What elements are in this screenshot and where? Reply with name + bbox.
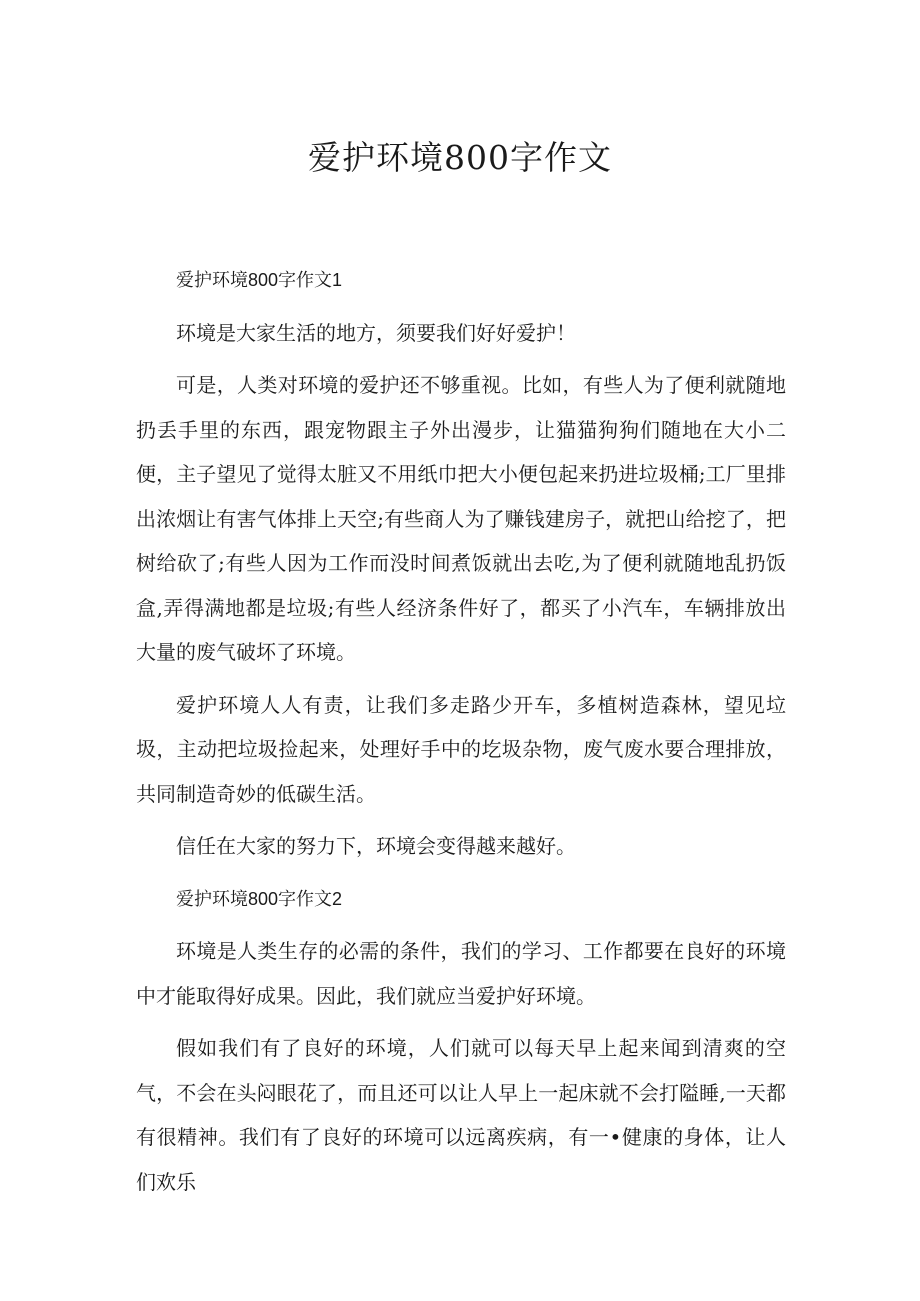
- document-body: [136, 258, 786, 1212]
- section-1-paragraph-3: 爱护环境人人有责，让我们多走路少开车，多植树造森林，望见垃圾，主动把垃圾捡起来，处理好手中的圪圾杂物，废气废水要合理排放，共同制造奇妙的低碳生活。: [136, 692, 786, 806]
- section-1-paragraph-1: 环境是大家生活的地方，须要我们好好爱护！: [176, 320, 576, 345]
- section-1-paragraph-2: 可是，人类对环境的爱护还不够重视。比如，有些人为了便利就随地扔丢手里的东西，跟宠物跟主子外出漫步，让猫猫狗狗们随地在大小二便，主子望见了觉得太脏又不用纸巾把大小便包起来扔进垃圾桶;工厂里排出浓烟让有害气体排上天空;有些商人为了赚钱建房子，就把山给挖了，把树给砍了;有些人因为工作而没时间煮饭就出去吃,为了便利就随地乱扔饭盒,弄得满地都是垃圾;有些人经济条件好了，都买了小汽车，车辆排放出大量的废气破坏了环境。: [136, 373, 786, 664]
- document-title: 爱护环境800字作文: [308, 138, 612, 177]
- section-2-paragraph-1: 环境是人类生存的必需的条件，我们的学习、工作都要在良好的环境中才能取得好成果。因此，我们就应当爱护好环境。: [136, 939, 786, 1008]
- section-2-heading: 爱护环境800字作文2: [176, 888, 343, 909]
- section-1-paragraph-4: 信任在大家的努力下，环境会变得越来越好。: [176, 834, 576, 858]
- section-2-paragraph-2: 假如我们有了良好的环境，人们就可以每天早上起来闻到清爽的空气，不会在头闷眼花了，而且还可以让人早上一起床就不会打隘睡,一天都有很精神。我们有了良好的环境可以远离疾病，有一•健康的身体，让人们欢乐: [136, 1036, 786, 1194]
- section-1-heading: 爱护环境800字作文1: [176, 270, 343, 290]
